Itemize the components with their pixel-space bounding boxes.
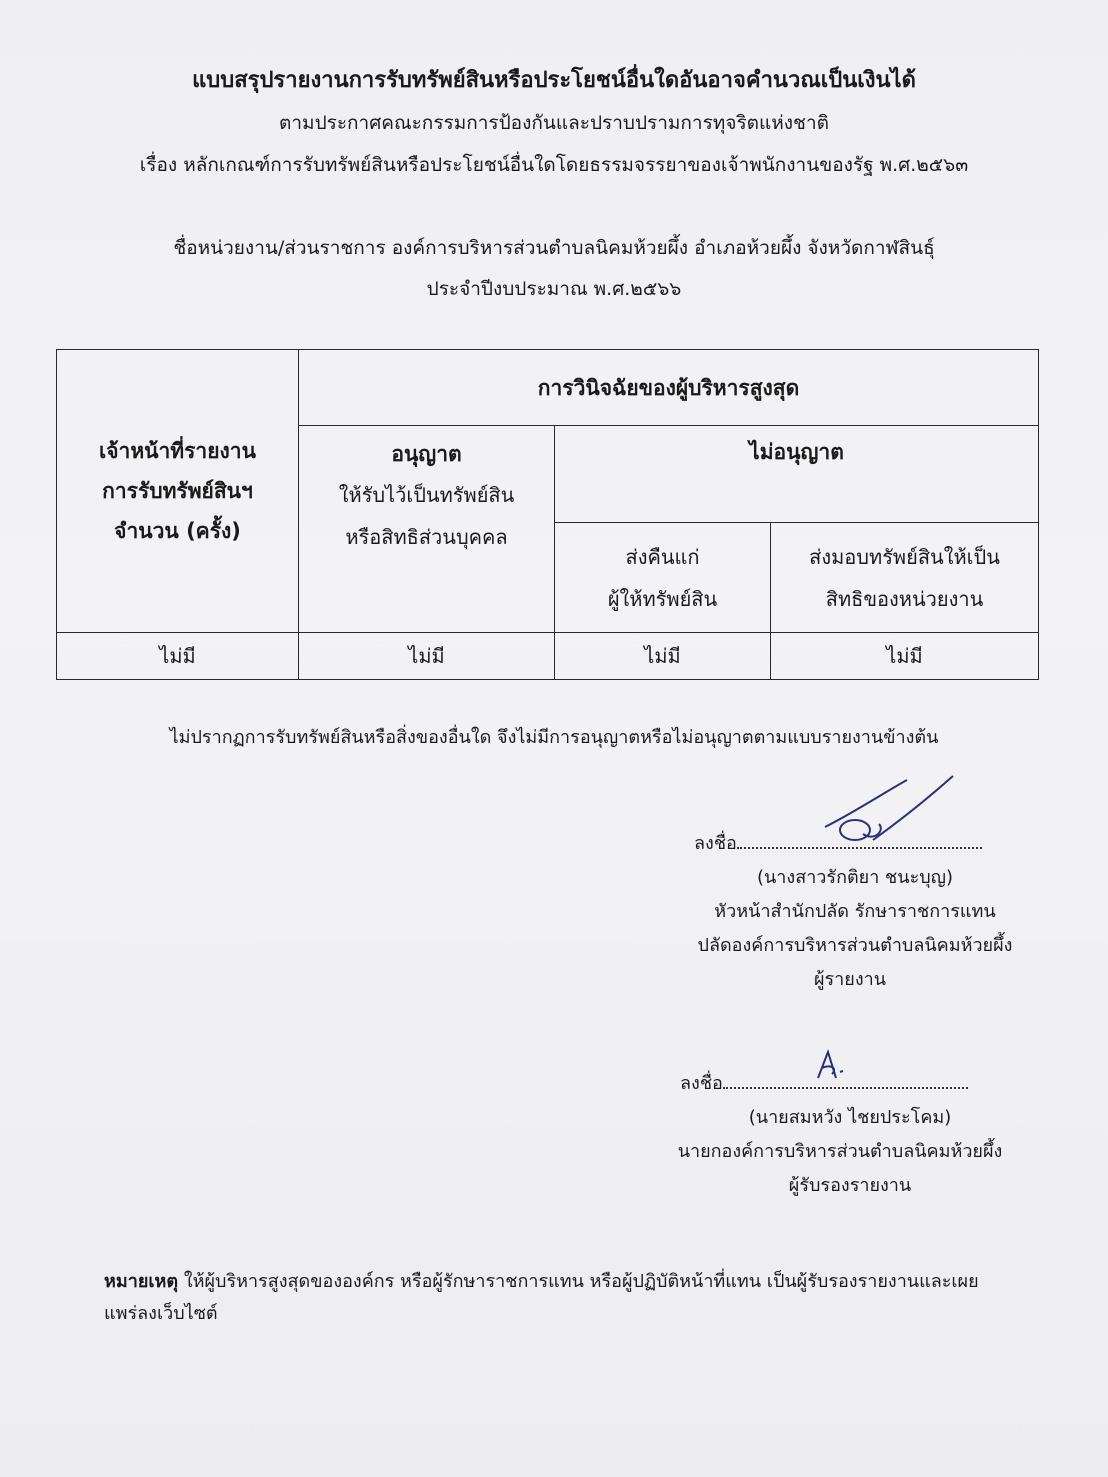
footnote: หมายเหตุ ให้ผู้บริหารสูงสุดขององค์กร หรือผู้รักษาราชการแทน หรือผู้ปฏิบัติหน้าที่แทน เป็นผู้รับรองรายงานและเผยแพร่ลงเว็บไซต์ <box>104 1271 979 1324</box>
certifier-role: ผู้รับรองรายงาน <box>788 1175 912 1196</box>
report-title: แบบสรุปรายงานการรับทรัพย์สินหรือประโยชน์อื่นใดอันอาจคำนวณเป็นเงินได้ <box>192 68 916 93</box>
fiscal-year: ประจำปีงบประมาณ พ.ศ.๒๕๖๖ <box>426 278 682 300</box>
table-cell: ไม่มี <box>299 633 555 680</box>
table-cell: ไม่มี <box>555 633 771 680</box>
table-cell: ไม่มี <box>57 633 299 680</box>
approve-header: อนุญาต ให้รับไว้เป็นทรัพย์สิน หรือสิทธิส่วนบุคคล <box>299 426 555 633</box>
certifier-position: นายกองค์การบริหารส่วนตำบลนิคมห้วยผึ้ง <box>677 1141 1003 1162</box>
sign-line-reporter: ลงชื่อ <box>694 828 982 857</box>
disapprove-header: ไม่อนุญาต <box>555 426 1039 523</box>
reporter-signature <box>815 772 965 852</box>
transfer-to-agency-header: ส่งมอบทรัพย์สินให้เป็น สิทธิของหน่วยงาน <box>771 523 1039 633</box>
table-cell: ไม่มี <box>771 633 1039 680</box>
return-to-giver-header: ส่งคืนแก่ ผู้ให้ทรัพย์สิน <box>555 523 771 633</box>
reporter-role: ผู้รายงาน <box>813 969 887 990</box>
certifier-signature <box>810 1046 850 1086</box>
report-table <box>56 349 1039 680</box>
reporter-position: หัวหน้าสำนักปลัด รักษาราชการแทน <box>714 901 996 922</box>
certifier-name: (นายสมหวัง ไชยประโคม) <box>748 1107 952 1128</box>
announcement-line: ตามประกาศคณะกรรมการป้องกันและปราบปรามการทุจริตแห่งชาติ <box>279 112 829 134</box>
statement-text: ไม่ปรากฏการรับทรัพย์สินหรือสิ่งของอื่นใด จึงไม่มีการอนุญาตหรือไม่อนุญาตตามแบบรายงานข้างต้น <box>169 727 939 748</box>
agency-name: ชื่อหน่วยงาน/ส่วนราชการ องค์การบริหารส่วนตำบลนิคมห้วยผึ้ง อำเภอห้วยผึ้ง จังหวัดกาฬสินธุ์ <box>173 237 935 259</box>
decision-header: การวินิจฉัยของผู้บริหารสูงสุด <box>299 350 1039 426</box>
reporter-acting: ปลัดองค์การบริหารส่วนตำบลนิคมห้วยผึ้ง <box>697 935 1013 956</box>
reporter-name: (นางสาวรักติยา ชนะบุญ) <box>756 867 954 888</box>
sign-line-certifier: ลงชื่อ <box>680 1068 968 1097</box>
reporter-header: เจ้าหน้าที่รายงาน การรับทรัพย์สินฯ จำนวน (ครั้ง) <box>57 350 299 633</box>
subject-line: เรื่อง หลักเกณฑ์การรับทรัพย์สินหรือประโยชน์อื่นใดโดยธรรมจรรยาของเจ้าพนักงานของรัฐ พ.ศ.๒๕๖๓ <box>139 154 969 176</box>
